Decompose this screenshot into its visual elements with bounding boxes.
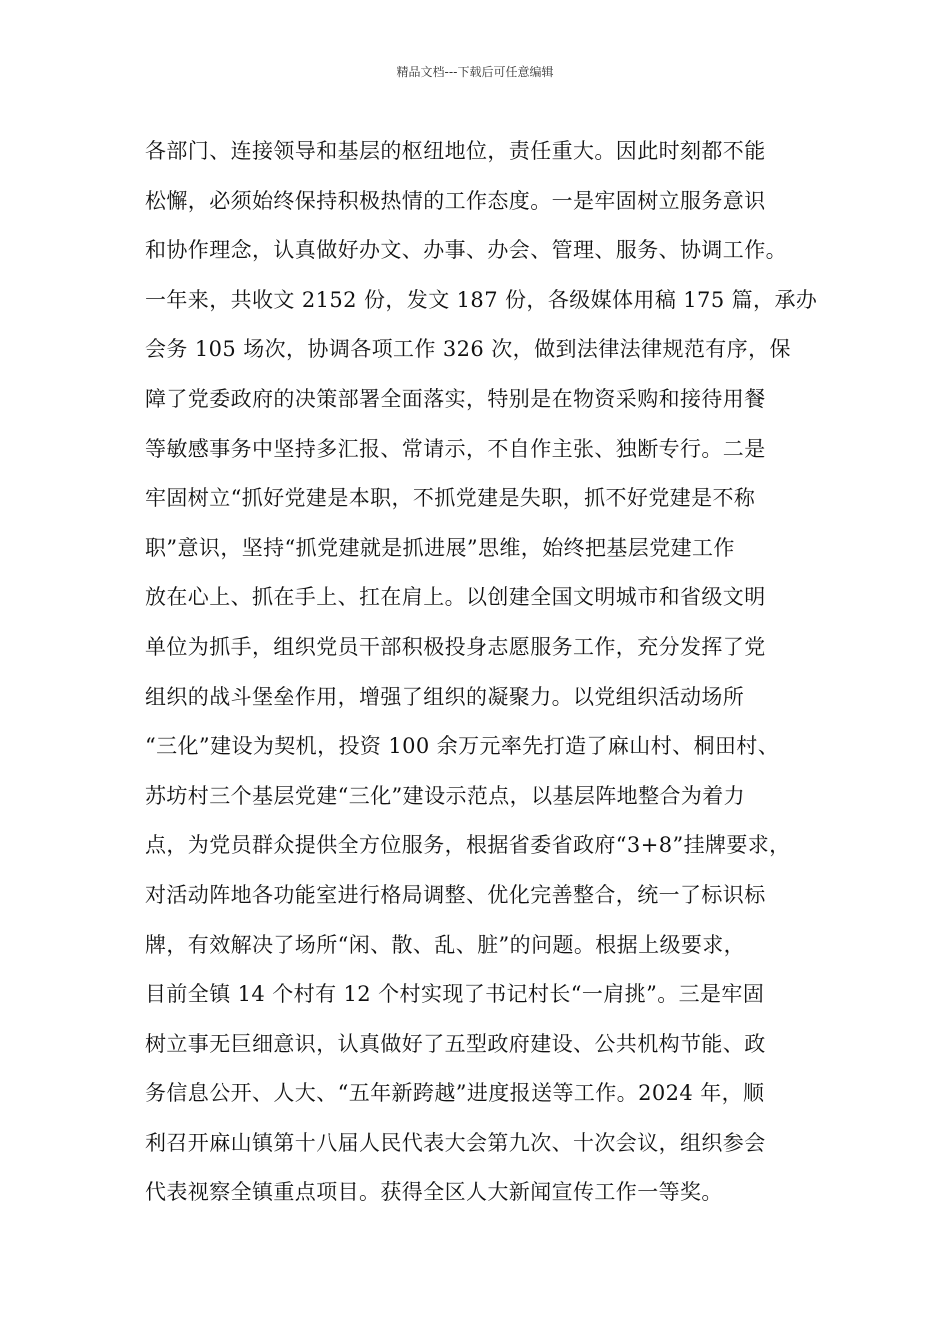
text-line: 苏坊村三个基层党建“三化”建设示范点，以基层阵地整合为着力 bbox=[145, 783, 746, 808]
text-line: 放在心上、抓在手上、扛在肩上。以创建全国文明城市和省级文明 bbox=[145, 585, 766, 610]
text-line: 利召开麻山镇第十八届人民代表大会第九次、十次会议，组织参会 bbox=[145, 1130, 766, 1155]
text-line: 点，为党员群众提供全方位服务，根据省委省政府“3+8”挂牌要求， bbox=[145, 833, 791, 858]
text-line: 目前全镇 14 个村有 12 个村实现了书记村长“一肩挑”。三是牢固 bbox=[145, 982, 765, 1007]
text-line: 单位为抓手，组织党员干部积极投身志愿服务工作，充分发挥了党 bbox=[145, 634, 766, 659]
text-line: 等敏感事务中坚持多汇报、常请示，不自作主张、独断专行。二是 bbox=[145, 436, 766, 461]
text-line: 障了党委政府的决策部署全面落实，特别是在物资采购和接待用餐 bbox=[145, 386, 766, 411]
text-line: 松懈，必须始终保持积极热情的工作态度。一是牢固树立服务意识 bbox=[145, 188, 766, 213]
text-line: 对活动阵地各功能室进行格局调整、优化完善整合，统一了标识标 bbox=[145, 882, 766, 907]
text-line: 会务 105 场次，协调各项工作 326 次，做到法律法律规范有序，保 bbox=[145, 337, 791, 362]
text-line: 牌，有效解决了场所“闲、散、乱、脏”的问题。根据上级要求， bbox=[145, 932, 746, 957]
text-line: 各部门、连接领导和基层的枢纽地位，责任重大。因此时刻都不能 bbox=[145, 139, 766, 163]
text-line: “三化”建设为契机，投资 100 余万元率先打造了麻山村、桐田村、 bbox=[145, 734, 780, 759]
text-line: 一年来，共收文 2152 份，发文 187 份，各级媒体用稿 175 篇，承办 bbox=[145, 287, 818, 312]
document-paragraph bbox=[145, 127, 825, 1218]
text-line: 职”意识，坚持“抓党建就是抓进展”思维，始终把基层党建工作 bbox=[145, 535, 735, 560]
text-line: 和协作理念，认真做好办文、办事、办会、管理、服务、协调工作。 bbox=[145, 238, 787, 263]
text-line: 代表视察全镇重点项目。获得全区人大新闻宣传工作一等奖。 bbox=[145, 1180, 723, 1205]
text-line: 树立事无巨细意识，认真做好了五型政府建设、公共机构节能、政 bbox=[145, 1031, 766, 1056]
text-line: 组织的战斗堡垒作用，增强了组织的凝聚力。以党组织活动场所 bbox=[145, 684, 745, 709]
page-header: 精品文档---下载后可任意编辑 bbox=[396, 65, 554, 79]
text-line: 务信息公开、人大、“五年新跨越”进度报送等工作。2024 年，顺 bbox=[145, 1081, 765, 1106]
text-line: 牢固树立“抓好党建是本职，不抓党建是失职，抓不好党建是不称 bbox=[145, 486, 756, 511]
